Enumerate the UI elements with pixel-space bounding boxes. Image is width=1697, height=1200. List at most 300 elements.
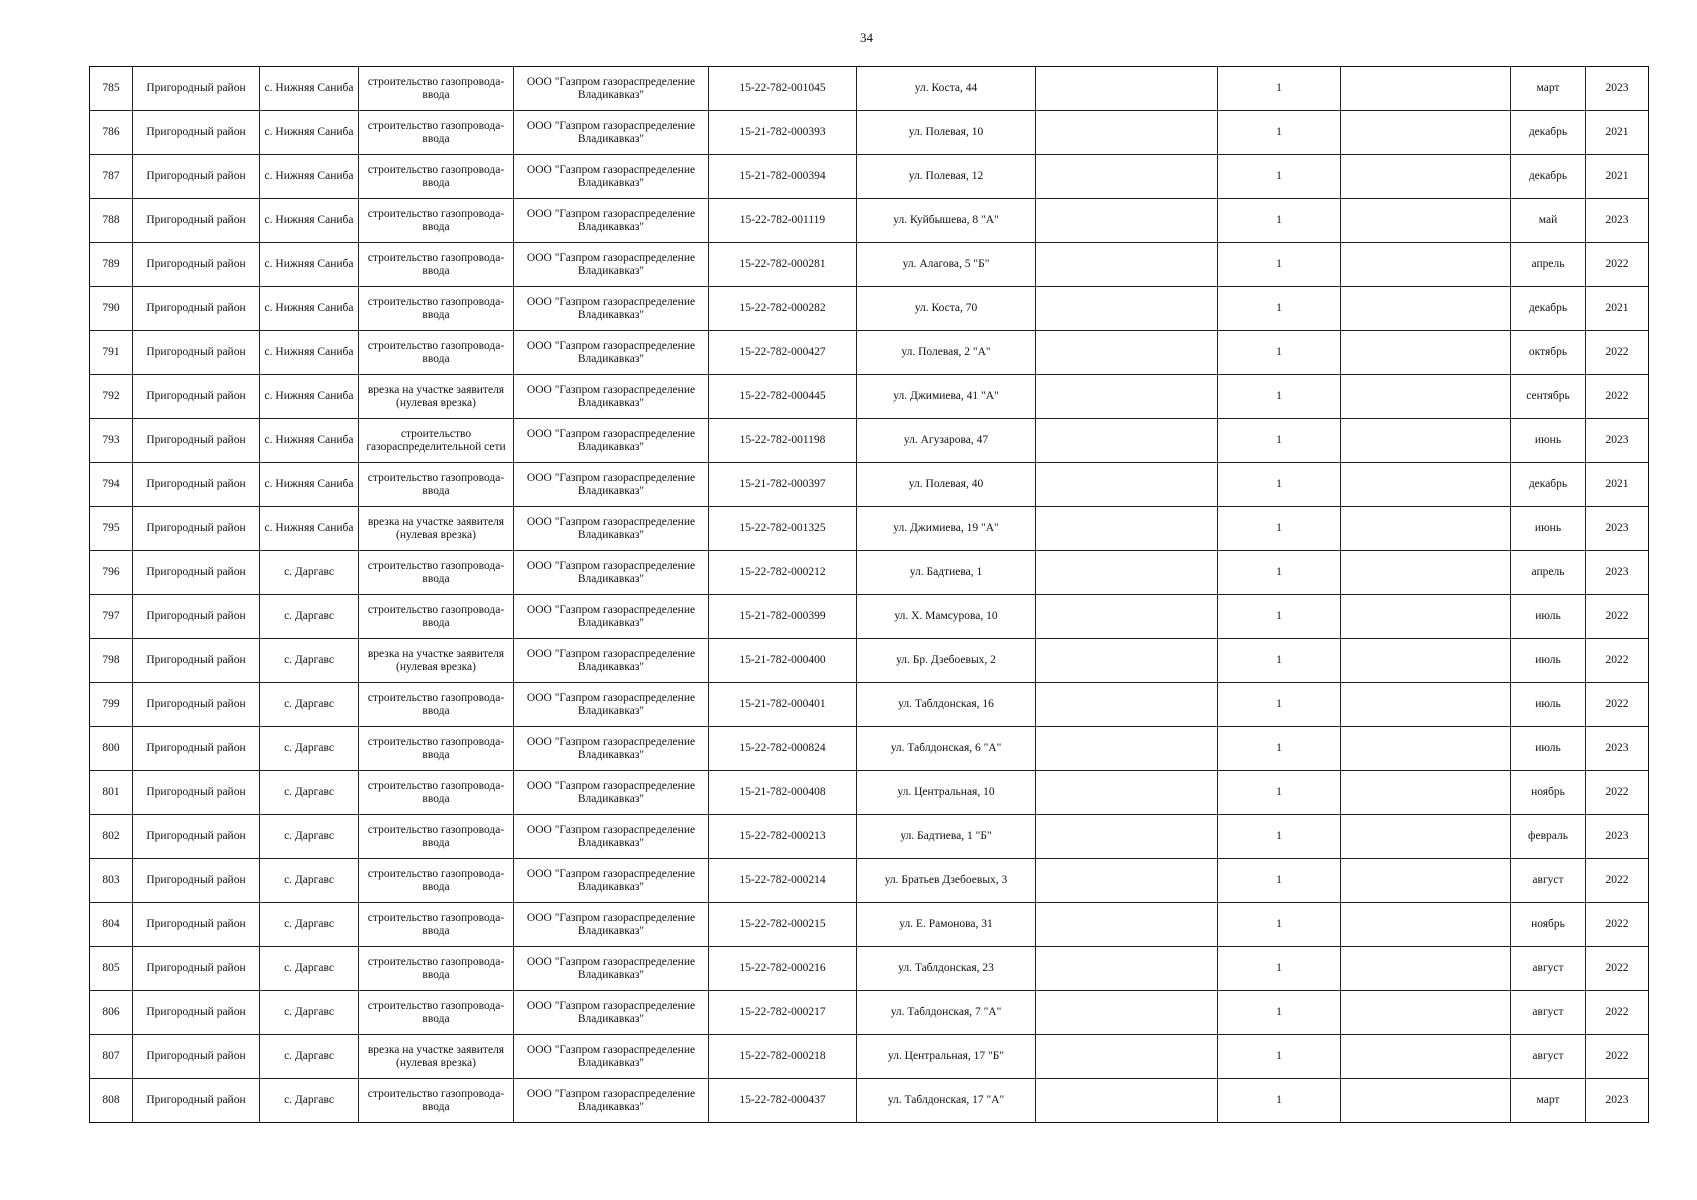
cell-work-type: строительство газопровода-ввода: [359, 903, 514, 947]
cell-district: Пригородный район: [133, 507, 260, 551]
cell-organization: ООО "Газпром газораспределение Владикавказ": [514, 815, 709, 859]
cell-district: Пригородный район: [133, 727, 260, 771]
table-row: [90, 243, 1649, 287]
cell-application-number: 15-21-782-000400: [709, 639, 857, 683]
cell-address: ул. Е. Рамонова, 31: [857, 903, 1036, 947]
table-row: [90, 111, 1649, 155]
cell-month: апрель: [1511, 243, 1586, 287]
cell-year: 2022: [1586, 771, 1649, 815]
cell-empty-col-b: [1341, 463, 1511, 507]
cell-work-type: строительство газопровода-ввода: [359, 991, 514, 1035]
cell-work-type: строительство газопровода-ввода: [359, 287, 514, 331]
cell-settlement: с. Даргавс: [260, 771, 359, 815]
cell-month: июль: [1511, 639, 1586, 683]
table-body: [90, 67, 1649, 1123]
cell-settlement: с. Даргавс: [260, 683, 359, 727]
cell-organization: ООО "Газпром газораспределение Владикавказ": [514, 683, 709, 727]
cell-row-number: 790: [90, 287, 133, 331]
cell-organization: ООО "Газпром газораспределение Владикавказ": [514, 111, 709, 155]
cell-empty-col-b: [1341, 903, 1511, 947]
table-row: [90, 903, 1649, 947]
table-row: [90, 1035, 1649, 1079]
cell-year: 2022: [1586, 859, 1649, 903]
cell-settlement: с. Нижняя Саниба: [260, 507, 359, 551]
cell-month: декабрь: [1511, 287, 1586, 331]
cell-empty-col-a: [1036, 639, 1218, 683]
cell-year: 2022: [1586, 595, 1649, 639]
cell-month: июль: [1511, 595, 1586, 639]
cell-empty-col-b: [1341, 683, 1511, 727]
cell-organization: ООО "Газпром газораспределение Владикавказ": [514, 507, 709, 551]
cell-row-number: 794: [90, 463, 133, 507]
cell-empty-col-a: [1036, 859, 1218, 903]
cell-row-number: 785: [90, 67, 133, 111]
cell-year: 2022: [1586, 639, 1649, 683]
cell-year: 2022: [1586, 903, 1649, 947]
cell-quantity: 1: [1218, 155, 1341, 199]
cell-month: август: [1511, 859, 1586, 903]
cell-empty-col-b: [1341, 815, 1511, 859]
cell-district: Пригородный район: [133, 111, 260, 155]
cell-row-number: 801: [90, 771, 133, 815]
cell-district: Пригородный район: [133, 551, 260, 595]
cell-empty-col-a: [1036, 199, 1218, 243]
table-row: [90, 67, 1649, 111]
cell-application-number: 15-22-782-001325: [709, 507, 857, 551]
cell-year: 2023: [1586, 727, 1649, 771]
cell-address: ул. Бадтиева, 1: [857, 551, 1036, 595]
cell-quantity: 1: [1218, 551, 1341, 595]
table-row: [90, 287, 1649, 331]
cell-address: ул. Коста, 44: [857, 67, 1036, 111]
cell-quantity: 1: [1218, 67, 1341, 111]
cell-empty-col-a: [1036, 1035, 1218, 1079]
cell-quantity: 1: [1218, 727, 1341, 771]
cell-row-number: 792: [90, 375, 133, 419]
cell-address: ул. Бр. Дзебоевых, 2: [857, 639, 1036, 683]
cell-work-type: строительство газопровода-ввода: [359, 243, 514, 287]
cell-settlement: с. Нижняя Саниба: [260, 419, 359, 463]
cell-organization: ООО "Газпром газораспределение Владикавказ": [514, 1079, 709, 1123]
cell-settlement: с. Даргавс: [260, 1035, 359, 1079]
cell-address: ул. Бадтиева, 1 "Б": [857, 815, 1036, 859]
table-row: [90, 947, 1649, 991]
cell-work-type: врезка на участке заявителя (нулевая врезка): [359, 507, 514, 551]
cell-empty-col-a: [1036, 771, 1218, 815]
cell-month: февраль: [1511, 815, 1586, 859]
cell-organization: ООО "Газпром газораспределение Владикавказ": [514, 243, 709, 287]
cell-application-number: 15-22-782-001045: [709, 67, 857, 111]
cell-year: 2022: [1586, 991, 1649, 1035]
cell-year: 2023: [1586, 551, 1649, 595]
cell-quantity: 1: [1218, 1079, 1341, 1123]
cell-empty-col-a: [1036, 155, 1218, 199]
cell-settlement: с. Даргавс: [260, 1079, 359, 1123]
cell-settlement: с. Нижняя Саниба: [260, 199, 359, 243]
table-row: [90, 463, 1649, 507]
cell-quantity: 1: [1218, 859, 1341, 903]
cell-empty-col-a: [1036, 903, 1218, 947]
cell-quantity: 1: [1218, 507, 1341, 551]
cell-district: Пригородный район: [133, 771, 260, 815]
cell-empty-col-a: [1036, 67, 1218, 111]
cell-district: Пригородный район: [133, 331, 260, 375]
gasification-registry-table: [89, 66, 1649, 1123]
cell-application-number: 15-21-782-000399: [709, 595, 857, 639]
cell-settlement: с. Нижняя Саниба: [260, 243, 359, 287]
cell-settlement: с. Нижняя Саниба: [260, 331, 359, 375]
cell-year: 2023: [1586, 507, 1649, 551]
cell-application-number: 15-22-782-001119: [709, 199, 857, 243]
cell-work-type: строительство газопровода-ввода: [359, 595, 514, 639]
cell-month: июнь: [1511, 507, 1586, 551]
cell-empty-col-b: [1341, 771, 1511, 815]
cell-district: Пригородный район: [133, 1035, 260, 1079]
cell-application-number: 15-21-782-000394: [709, 155, 857, 199]
cell-month: сентябрь: [1511, 375, 1586, 419]
cell-application-number: 15-22-782-000282: [709, 287, 857, 331]
cell-quantity: 1: [1218, 419, 1341, 463]
cell-application-number: 15-22-782-000824: [709, 727, 857, 771]
cell-row-number: 807: [90, 1035, 133, 1079]
cell-year: 2021: [1586, 111, 1649, 155]
cell-quantity: 1: [1218, 771, 1341, 815]
cell-address: ул. Таблдонская, 17 "А": [857, 1079, 1036, 1123]
cell-district: Пригородный район: [133, 639, 260, 683]
cell-quantity: 1: [1218, 331, 1341, 375]
cell-work-type: строительство газопровода-ввода: [359, 683, 514, 727]
cell-empty-col-a: [1036, 595, 1218, 639]
cell-district: Пригородный район: [133, 463, 260, 507]
cell-empty-col-b: [1341, 507, 1511, 551]
table-row: [90, 727, 1649, 771]
cell-quantity: 1: [1218, 815, 1341, 859]
cell-application-number: 15-22-782-000215: [709, 903, 857, 947]
cell-year: 2022: [1586, 1035, 1649, 1079]
cell-quantity: 1: [1218, 199, 1341, 243]
cell-empty-col-a: [1036, 947, 1218, 991]
cell-district: Пригородный район: [133, 947, 260, 991]
cell-quantity: 1: [1218, 375, 1341, 419]
cell-year: 2022: [1586, 683, 1649, 727]
cell-settlement: с. Нижняя Саниба: [260, 287, 359, 331]
cell-organization: ООО "Газпром газораспределение Владикавказ": [514, 375, 709, 419]
cell-organization: ООО "Газпром газораспределение Владикавказ": [514, 1035, 709, 1079]
cell-empty-col-b: [1341, 67, 1511, 111]
cell-quantity: 1: [1218, 639, 1341, 683]
cell-application-number: 15-22-782-000212: [709, 551, 857, 595]
cell-year: 2021: [1586, 463, 1649, 507]
cell-organization: ООО "Газпром газораспределение Владикавказ": [514, 331, 709, 375]
cell-year: 2023: [1586, 815, 1649, 859]
cell-month: ноябрь: [1511, 903, 1586, 947]
cell-empty-col-a: [1036, 683, 1218, 727]
cell-work-type: строительство газопровода-ввода: [359, 155, 514, 199]
cell-empty-col-b: [1341, 639, 1511, 683]
cell-settlement: с. Нижняя Саниба: [260, 463, 359, 507]
cell-quantity: 1: [1218, 947, 1341, 991]
cell-empty-col-b: [1341, 991, 1511, 1035]
cell-address: ул. Джимиева, 19 "А": [857, 507, 1036, 551]
cell-row-number: 787: [90, 155, 133, 199]
table-row: [90, 683, 1649, 727]
cell-month: октябрь: [1511, 331, 1586, 375]
cell-year: 2022: [1586, 375, 1649, 419]
cell-organization: ООО "Газпром газораспределение Владикавказ": [514, 947, 709, 991]
cell-quantity: 1: [1218, 903, 1341, 947]
cell-month: август: [1511, 947, 1586, 991]
cell-settlement: с. Даргавс: [260, 815, 359, 859]
table-row: [90, 815, 1649, 859]
table-row: [90, 595, 1649, 639]
cell-organization: ООО "Газпром газораспределение Владикавказ": [514, 727, 709, 771]
cell-empty-col-b: [1341, 859, 1511, 903]
cell-application-number: 15-22-782-000216: [709, 947, 857, 991]
cell-empty-col-b: [1341, 199, 1511, 243]
table-row: [90, 639, 1649, 683]
cell-month: декабрь: [1511, 463, 1586, 507]
cell-address: ул. Куйбышева, 8 "А": [857, 199, 1036, 243]
cell-year: 2023: [1586, 199, 1649, 243]
cell-organization: ООО "Газпром газораспределение Владикавказ": [514, 551, 709, 595]
cell-work-type: строительство газопровода-ввода: [359, 1079, 514, 1123]
cell-month: май: [1511, 199, 1586, 243]
cell-empty-col-b: [1341, 1035, 1511, 1079]
cell-address: ул. Полевая, 2 "А": [857, 331, 1036, 375]
table-row: [90, 507, 1649, 551]
cell-address: ул. Центральная, 10: [857, 771, 1036, 815]
cell-work-type: врезка на участке заявителя (нулевая врезка): [359, 639, 514, 683]
cell-empty-col-b: [1341, 727, 1511, 771]
cell-empty-col-a: [1036, 111, 1218, 155]
cell-empty-col-b: [1341, 155, 1511, 199]
cell-district: Пригородный район: [133, 683, 260, 727]
cell-application-number: 15-22-782-000213: [709, 815, 857, 859]
cell-empty-col-b: [1341, 595, 1511, 639]
cell-work-type: врезка на участке заявителя (нулевая врезка): [359, 375, 514, 419]
cell-work-type: строительство газопровода-ввода: [359, 551, 514, 595]
cell-year: 2021: [1586, 287, 1649, 331]
cell-empty-col-a: [1036, 507, 1218, 551]
cell-month: июль: [1511, 683, 1586, 727]
cell-empty-col-a: [1036, 331, 1218, 375]
cell-work-type: врезка на участке заявителя (нулевая врезка): [359, 1035, 514, 1079]
cell-work-type: строительство газопровода-ввода: [359, 111, 514, 155]
table-row: [90, 331, 1649, 375]
cell-year: 2023: [1586, 1079, 1649, 1123]
cell-row-number: 805: [90, 947, 133, 991]
cell-address: ул. Х. Мамсурова, 10: [857, 595, 1036, 639]
cell-empty-col-a: [1036, 727, 1218, 771]
cell-month: март: [1511, 1079, 1586, 1123]
cell-quantity: 1: [1218, 111, 1341, 155]
cell-row-number: 793: [90, 419, 133, 463]
cell-address: ул. Полевая, 40: [857, 463, 1036, 507]
cell-district: Пригородный район: [133, 595, 260, 639]
cell-empty-col-a: [1036, 551, 1218, 595]
cell-empty-col-a: [1036, 419, 1218, 463]
cell-district: Пригородный район: [133, 243, 260, 287]
cell-empty-col-b: [1341, 947, 1511, 991]
cell-district: Пригородный район: [133, 903, 260, 947]
cell-year: 2023: [1586, 67, 1649, 111]
cell-address: ул. Таблдонская, 16: [857, 683, 1036, 727]
cell-row-number: 786: [90, 111, 133, 155]
cell-year: 2021: [1586, 155, 1649, 199]
table-row: [90, 991, 1649, 1035]
cell-work-type: строительство газораспределительной сети: [359, 419, 514, 463]
cell-empty-col-a: [1036, 375, 1218, 419]
cell-month: август: [1511, 1035, 1586, 1079]
cell-work-type: строительство газопровода-ввода: [359, 331, 514, 375]
cell-empty-col-b: [1341, 331, 1511, 375]
cell-empty-col-a: [1036, 243, 1218, 287]
cell-district: Пригородный район: [133, 375, 260, 419]
table-row: [90, 859, 1649, 903]
cell-organization: ООО "Газпром газораспределение Владикавказ": [514, 991, 709, 1035]
cell-empty-col-b: [1341, 111, 1511, 155]
cell-month: июль: [1511, 727, 1586, 771]
cell-month: декабрь: [1511, 155, 1586, 199]
cell-settlement: с. Даргавс: [260, 551, 359, 595]
cell-organization: ООО "Газпром газораспределение Владикавказ": [514, 287, 709, 331]
cell-organization: ООО "Газпром газораспределение Владикавказ": [514, 639, 709, 683]
cell-settlement: с. Нижняя Саниба: [260, 155, 359, 199]
cell-settlement: с. Даргавс: [260, 727, 359, 771]
cell-quantity: 1: [1218, 243, 1341, 287]
cell-address: ул. Таблдонская, 23: [857, 947, 1036, 991]
cell-organization: ООО "Газпром газораспределение Владикавказ": [514, 419, 709, 463]
cell-quantity: 1: [1218, 1035, 1341, 1079]
cell-application-number: 15-21-782-000401: [709, 683, 857, 727]
cell-district: Пригородный район: [133, 419, 260, 463]
cell-address: ул. Коста, 70: [857, 287, 1036, 331]
cell-district: Пригородный район: [133, 155, 260, 199]
cell-quantity: 1: [1218, 595, 1341, 639]
cell-month: июнь: [1511, 419, 1586, 463]
cell-month: август: [1511, 991, 1586, 1035]
cell-application-number: 15-22-782-000281: [709, 243, 857, 287]
cell-organization: ООО "Газпром газораспределение Владикавказ": [514, 199, 709, 243]
cell-year: 2022: [1586, 243, 1649, 287]
cell-month: ноябрь: [1511, 771, 1586, 815]
cell-row-number: 799: [90, 683, 133, 727]
cell-application-number: 15-21-782-000408: [709, 771, 857, 815]
cell-district: Пригородный район: [133, 991, 260, 1035]
cell-quantity: 1: [1218, 991, 1341, 1035]
table-row: [90, 199, 1649, 243]
cell-row-number: 806: [90, 991, 133, 1035]
cell-row-number: 789: [90, 243, 133, 287]
cell-application-number: 15-21-782-000393: [709, 111, 857, 155]
cell-organization: ООО "Газпром газораспределение Владикавказ": [514, 595, 709, 639]
cell-district: Пригородный район: [133, 815, 260, 859]
table-row: [90, 1079, 1649, 1123]
cell-application-number: 15-22-782-000427: [709, 331, 857, 375]
cell-district: Пригородный район: [133, 287, 260, 331]
cell-empty-col-b: [1341, 243, 1511, 287]
cell-year: 2023: [1586, 419, 1649, 463]
cell-address: ул. Полевая, 12: [857, 155, 1036, 199]
cell-work-type: строительство газопровода-ввода: [359, 727, 514, 771]
cell-settlement: с. Даргавс: [260, 991, 359, 1035]
cell-row-number: 804: [90, 903, 133, 947]
cell-year: 2022: [1586, 947, 1649, 991]
cell-settlement: с. Даргавс: [260, 947, 359, 991]
cell-address: ул. Таблдонская, 6 "А": [857, 727, 1036, 771]
cell-empty-col-b: [1341, 551, 1511, 595]
cell-row-number: 798: [90, 639, 133, 683]
cell-row-number: 795: [90, 507, 133, 551]
cell-quantity: 1: [1218, 287, 1341, 331]
cell-work-type: строительство газопровода-ввода: [359, 463, 514, 507]
cell-application-number: 15-21-782-000397: [709, 463, 857, 507]
cell-empty-col-a: [1036, 463, 1218, 507]
cell-row-number: 788: [90, 199, 133, 243]
cell-address: ул. Алагова, 5 "Б": [857, 243, 1036, 287]
cell-application-number: 15-22-782-000214: [709, 859, 857, 903]
cell-organization: ООО "Газпром газораспределение Владикавказ": [514, 67, 709, 111]
cell-empty-col-b: [1341, 287, 1511, 331]
cell-quantity: 1: [1218, 683, 1341, 727]
cell-work-type: строительство газопровода-ввода: [359, 771, 514, 815]
cell-empty-col-b: [1341, 375, 1511, 419]
cell-empty-col-a: [1036, 287, 1218, 331]
cell-row-number: 802: [90, 815, 133, 859]
cell-settlement: с. Нижняя Саниба: [260, 67, 359, 111]
cell-row-number: 797: [90, 595, 133, 639]
cell-organization: ООО "Газпром газораспределение Владикавказ": [514, 903, 709, 947]
cell-application-number: 15-22-782-000218: [709, 1035, 857, 1079]
cell-settlement: с. Нижняя Саниба: [260, 111, 359, 155]
cell-district: Пригородный район: [133, 199, 260, 243]
table-row: [90, 155, 1649, 199]
cell-address: ул. Центральная, 17 "Б": [857, 1035, 1036, 1079]
cell-row-number: 808: [90, 1079, 133, 1123]
cell-empty-col-a: [1036, 991, 1218, 1035]
cell-month: апрель: [1511, 551, 1586, 595]
cell-work-type: строительство газопровода-ввода: [359, 67, 514, 111]
table-row: [90, 375, 1649, 419]
cell-year: 2022: [1586, 331, 1649, 375]
cell-application-number: 15-22-782-000445: [709, 375, 857, 419]
table-row: [90, 419, 1649, 463]
cell-organization: ООО "Газпром газораспределение Владикавказ": [514, 859, 709, 903]
cell-settlement: с. Даргавс: [260, 595, 359, 639]
cell-address: ул. Агузарова, 47: [857, 419, 1036, 463]
cell-settlement: с. Даргавс: [260, 859, 359, 903]
cell-address: ул. Таблдонская, 7 "А": [857, 991, 1036, 1035]
cell-application-number: 15-22-782-001198: [709, 419, 857, 463]
table-row: [90, 771, 1649, 815]
cell-address: ул. Полевая, 10: [857, 111, 1036, 155]
cell-empty-col-b: [1341, 419, 1511, 463]
cell-address: ул. Братьев Дзебоевых, 3: [857, 859, 1036, 903]
cell-month: март: [1511, 67, 1586, 111]
cell-empty-col-a: [1036, 1079, 1218, 1123]
cell-organization: ООО "Газпром газораспределение Владикавказ": [514, 771, 709, 815]
table-row: [90, 551, 1649, 595]
cell-month: декабрь: [1511, 111, 1586, 155]
cell-empty-col-b: [1341, 1079, 1511, 1123]
cell-row-number: 796: [90, 551, 133, 595]
cell-application-number: 15-22-782-000437: [709, 1079, 857, 1123]
cell-district: Пригородный район: [133, 1079, 260, 1123]
cell-district: Пригородный район: [133, 67, 260, 111]
cell-settlement: с. Нижняя Саниба: [260, 375, 359, 419]
cell-row-number: 803: [90, 859, 133, 903]
cell-district: Пригородный район: [133, 859, 260, 903]
